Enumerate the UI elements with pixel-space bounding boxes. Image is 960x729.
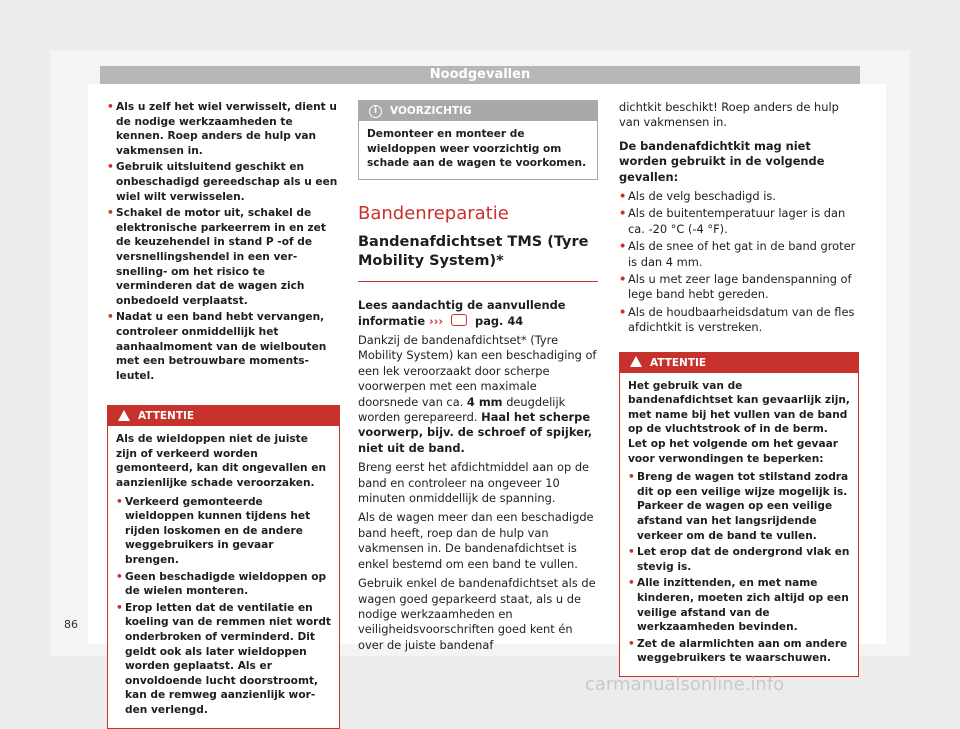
list-item: • Verkeerd gemonteerde wieldoppen kunnen tijdens het rijden loskomen en de andere weggebruikers in gevaar brengen. [116, 495, 311, 567]
attention-header: ATTENTIE [108, 406, 339, 426]
list-item: • Schakel de motor uit, schakel de elektronische parkeerrem in en zet de keuzehendel in stand P -of de versnellingshendel in een versnelling- om het risico te verminderen dat de wagen zich onbedoeld verplaatst. [107, 207, 326, 307]
caution-header: i VOORZICHTIG [359, 101, 597, 121]
paragraph: dichtkit beschikt! Roep anders de hulp van vakmensen in. [619, 100, 839, 130]
list-item: • Erop letten dat de ventilatie en koeling van de remmen niet wordt onderbroken of verminderd. Dit geldt ook als later wieldoppen worden geplaatst. Als er onvoldoende lucht doorstroomt, kan de remweg aanzienlijk worden verlengd. [116, 601, 331, 716]
list-item: • Als de velg beschadigd is. [619, 189, 776, 204]
conditions-list [619, 189, 859, 336]
column-right [619, 100, 859, 677]
list-item: • Alle inzittenden, en met name kinderen, moeten zich altijd op een veilige afstand van de werkzaamheden bevinden. [628, 577, 849, 634]
reference-arrows-icon: ››› [429, 313, 444, 328]
page-reference-link[interactable]: pag. 44 [475, 313, 524, 328]
section-title: Bandenreparatie [358, 202, 509, 224]
caution-box [358, 100, 598, 180]
list-item: • Geen beschadigde wieldoppen op de wielen monteren. [116, 570, 327, 598]
list-item: • Zet de alarmlichten aan om andere weggebruikers te waarschuwen. [628, 637, 848, 665]
list-item: • Als de snee of het gat in de band groter is dan 4 mm. [619, 239, 856, 269]
column-middle [358, 100, 598, 657]
caution-body: Demonteer en monteer de wieldoppen weer voorzichtig om schade aan de wagen te voorkomen. [367, 128, 587, 170]
list-item: • Breng de wagen tot stilstand zodra dit op een veilige wijze mogelijk is. Parkeer de wagen op een veilige afstand van het langsrijdende verkeer om de band te vullen. [628, 471, 849, 542]
warning-list [107, 100, 340, 383]
paragraph: Gebruik enkel de bandenafdichtset als de wagen goed geparkeerd staat, als u de nodige werkzaamheden en veiligheidsvoorschriften goed kent én over de juiste bandenaf [358, 576, 596, 652]
paragraph: Als de wagen meer dan een beschadigde band heeft, roep dan de hulp van vakmensen in. De bandenafdichtset is enkel bestemd om een band te vullen. [358, 510, 594, 571]
attention-box [619, 352, 859, 677]
sub-title: Bandenafdichtset TMS (Tyre Mobility System)* [358, 233, 598, 282]
list-item: • Als de buitentemperatuur lager is dan ca. -20 °C (-4 °F). [619, 206, 846, 236]
list-item: • Als de houdbaarheidsdatum van de fles afdichtkit is verstreken. [619, 304, 855, 335]
paragraph: Dankzij de bandenafdichtset* (Tyre Mobility System) kan een beschadiging of een lek veroorzaakt door scherpe voorwerpen met een maximale doorsnede van ca. 4 mm deugdelijk worden gerepareerd. Haal het scherpe voorwerp, bijv. de schroef of spijker, niet uit de band. [358, 333, 597, 455]
list-item: • Nadat u een band hebt vervangen, controleer onmiddellijk het aanhaalmoment van de wielbouten met een betrouwbare momentsleutel. [107, 311, 327, 382]
list-item: • Als u zelf het wiel verwisselt, dient u de nodige werkzaamheden te kennen. Roep anders de hulp van vakmensen in. [107, 101, 337, 157]
list-item: • Gebruik uitsluitend geschikt en onbeschadigd gereedschap als u een wiel wilt verwisselen. [107, 161, 338, 203]
page-number: 86 [64, 618, 78, 631]
warning-icon [118, 410, 130, 421]
reference-note: Lees aandachtig de aanvullende informatie ››› pag. 44 [358, 298, 566, 328]
info-icon: i [369, 105, 382, 118]
list-item: • Als u met zeer lage bandenspanning of lege band hebt gereden. [619, 272, 852, 302]
car-book-icon [451, 314, 467, 326]
paragraph: Breng eerst het afdichtmiddel aan op de band en controleer na ongeveer 10 minuten onmiddellijk de spanning. [358, 460, 590, 506]
column-left [107, 100, 340, 729]
bold-lead: De bandenafdichtkit mag niet worden gebruikt in de volgende gevallen: [619, 138, 825, 184]
chapter-header: Noodgevallen [100, 66, 860, 84]
watermark: carmanualsonline.info [585, 674, 785, 695]
warning-icon [630, 356, 642, 367]
list-item: • Let erop dat de ondergrond vlak en stevig is. [628, 546, 850, 573]
attention-header: ATTENTIE [620, 353, 858, 373]
attention-box [107, 405, 340, 728]
attention-body: Het gebruik van de bandenafdichtset kan gevaarlijk zijn, met name bij het vullen van de band op de vluchtstrook of in de berm. Let op het volgende om het gevaar voor verwondingen te beperken: • Breng de wagen tot stilstand zodra dit op een veilige wijze mogelijk is. Parkeer de wagen op een veilige afstand van het langsrijdende verkeer om de band te vullen. • Let erop dat de ondergrond vlak en stevig is. • Alle inzittenden, en met name kinderen, moeten zich altijd op een veilige afstand van de werkzaamheden bevinden. • Zet de alarmlichten aan om andere weggebruikers te waarschuwen. [628, 379, 850, 665]
attention-body: Als de wieldoppen niet de juiste zijn of verkeerd worden gemonteerd, kan dit ongevallen en aanzienlijke schade veroorzaken. • Verkeerd gemonteerde wieldoppen kunnen tijdens het rijden loskomen en de andere weggebruikers in gevaar brengen. • Geen beschadigde wieldoppen op de wielen monteren. • Erop letten dat de ventilatie en koeling van de remmen niet wordt onderbroken of verminderd. Dit geldt ook als later wieldoppen worden geplaatst. Als er onvoldoende lucht doorstroomt, kan de remweg aanzienlijk worden verlengd. [116, 433, 331, 716]
